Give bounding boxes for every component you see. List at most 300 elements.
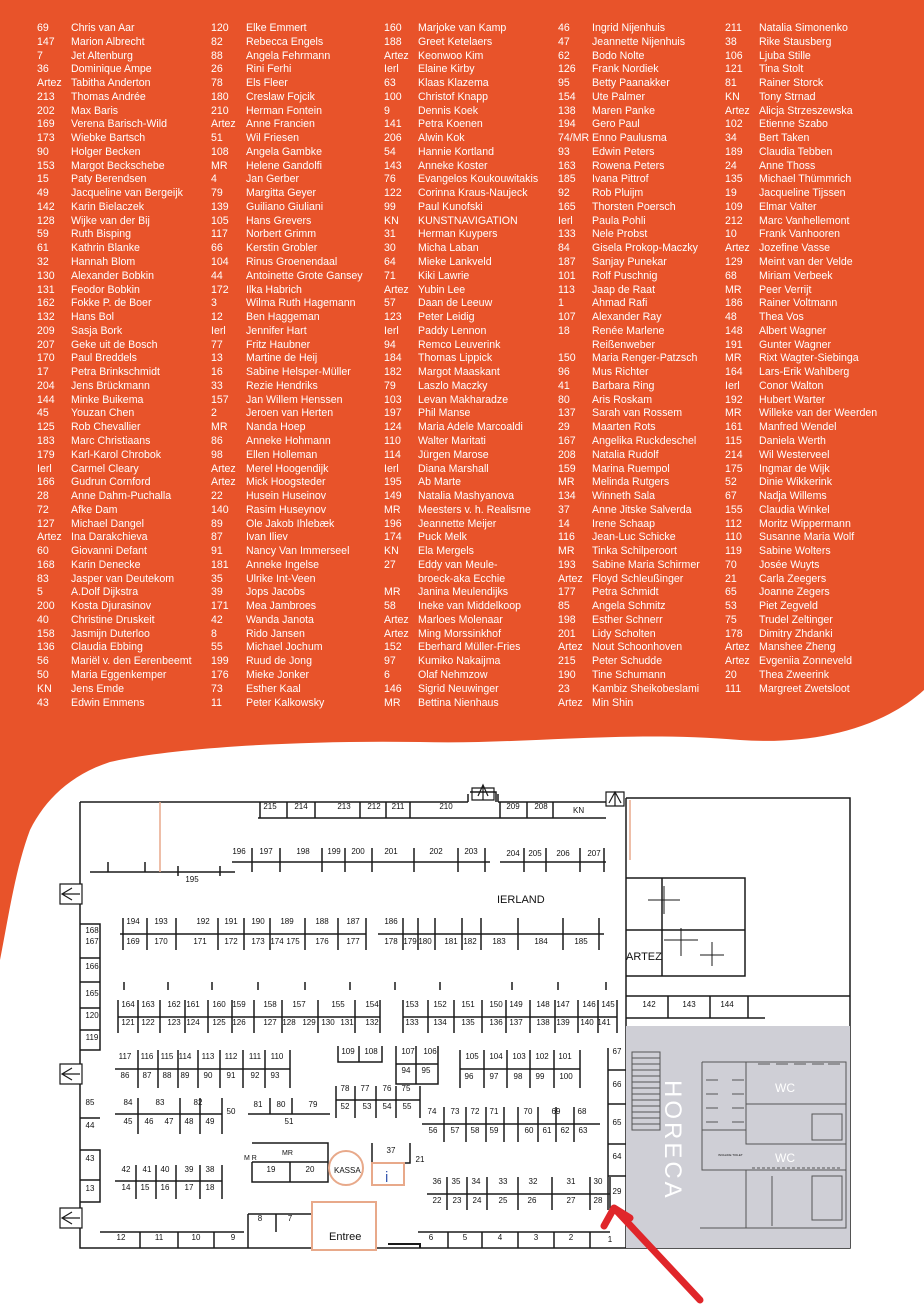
artist-name: Conor Walton: [759, 379, 824, 392]
stand-12: 12: [116, 1233, 126, 1242]
stand-154: 154: [365, 1000, 379, 1009]
stand-187: 187: [346, 917, 360, 926]
stand-number: 69: [37, 22, 49, 34]
stand-number: 129: [725, 256, 743, 269]
artist-name: Ulrike Int-Veen: [246, 572, 316, 585]
stand-190: 190: [251, 917, 265, 926]
artist-name: Paul Kunofski: [418, 200, 483, 213]
stand-number: 181: [211, 558, 229, 571]
artist-name: Petra Koenen: [418, 118, 483, 131]
stand-number: 124: [384, 421, 402, 434]
stand-125: 125: [212, 1018, 226, 1027]
artist-name: Rainer Storck: [759, 77, 824, 90]
stand-173: 173: [251, 937, 265, 946]
stand-number: MR: [725, 352, 742, 365]
stand-77: 77: [360, 1084, 370, 1093]
artist-name: Min Shin: [592, 696, 634, 709]
artist-name: Remco Leuverink: [418, 338, 501, 351]
stand-38: 38: [205, 1165, 215, 1174]
stand-204: 204: [506, 849, 520, 858]
stand-number: 89: [211, 517, 223, 530]
stand-175: 175: [286, 937, 300, 946]
stand-number: 139: [211, 200, 229, 213]
artist-name: Tabitha Anderton: [71, 77, 151, 90]
stand-number: 22: [211, 490, 223, 503]
stand-110: 110: [270, 1052, 284, 1061]
stand-198: 198: [296, 847, 310, 856]
artist-name: Sabine Wolters: [759, 545, 831, 558]
stand-number: 71: [384, 269, 396, 282]
stand-number: 170: [37, 352, 55, 365]
artist-name: Guiliano Giuliani: [246, 200, 324, 213]
stand-165: 165: [85, 989, 99, 998]
stand-number: 1: [558, 297, 564, 310]
stand-number: Artez: [725, 104, 750, 117]
stand-171: 171: [193, 937, 207, 946]
stand-number: 36: [37, 63, 49, 76]
stand-71: 71: [489, 1107, 499, 1116]
stand-206: 206: [556, 849, 570, 858]
artist-name: Gudrun Cornford: [71, 476, 151, 489]
stand-number: 153: [37, 159, 55, 172]
stand-181: 181: [444, 937, 458, 946]
stand-37: 37: [386, 1146, 396, 1155]
stand-120: 120: [85, 1011, 99, 1020]
stand-162: 162: [167, 1000, 181, 1009]
stand-52: 52: [340, 1102, 350, 1111]
artist-name: Petra Brinkschmidt: [71, 366, 160, 379]
artez-label: ARTEZ: [626, 951, 662, 963]
stand-number: 56: [37, 655, 49, 668]
stand-number: 141: [384, 118, 402, 131]
stand-number: 155: [725, 503, 743, 516]
stand-number: 197: [384, 407, 402, 420]
artist-name: Michael Thümmrich: [759, 173, 852, 186]
artist-name: Tinka Schilperoort: [592, 545, 677, 558]
artist-name: Jacqueline van Bergeijk: [71, 187, 183, 200]
stand-number: 184: [384, 352, 402, 365]
stand-number: 20: [725, 668, 737, 681]
stand-number: KN: [384, 545, 399, 558]
artist-name: Bettina Nienhaus: [418, 696, 499, 709]
artist-name: Klaas Klazema: [418, 77, 489, 90]
stand-114: 114: [178, 1052, 192, 1061]
artist-name: Wilma Ruth Hagemann: [246, 297, 356, 310]
artist-name: Carla Zeegers: [759, 572, 827, 585]
artist-name: Fokke P. de Boer: [71, 297, 152, 310]
stand-number: 35: [211, 572, 223, 585]
stand-number: MR: [558, 545, 575, 558]
artist-name: Kambiz Sheikobeslami: [592, 682, 700, 695]
stand-53: 53: [362, 1102, 372, 1111]
artist-name: Tina Stolt: [759, 63, 804, 76]
stand-number: 125: [37, 421, 55, 434]
artist-name: Edwin Emmens: [71, 696, 145, 709]
stand-number: Artez: [384, 283, 409, 296]
artist-name: Rob Chevallier: [71, 421, 141, 434]
stand-63: 63: [578, 1126, 588, 1135]
artist-name: Wil Friesen: [246, 132, 299, 145]
artist-name: Kosta Djurasinov: [71, 600, 152, 613]
artist-name: Aris Roskam: [592, 393, 653, 406]
stand-number: MR: [725, 283, 742, 296]
stand-number: 180: [211, 90, 229, 103]
stand-number: 42: [211, 613, 223, 626]
stand-number: 30: [384, 242, 396, 255]
artist-name: Ivan Iliev: [246, 531, 288, 544]
stand-66: 66: [612, 1080, 622, 1089]
stand-57: 57: [450, 1126, 460, 1135]
artist-name: Ming Morssinkhof: [418, 627, 502, 640]
artist-name: Nancy Van Immerseel: [246, 545, 350, 558]
artist-name: Kumiko Nakaijma: [418, 655, 501, 668]
stand-80: 80: [276, 1100, 286, 1109]
stand-number: 110: [384, 434, 401, 447]
stand-141: 141: [597, 1018, 611, 1027]
artist-name: Karin Denecke: [71, 558, 141, 571]
stand-number: 80: [558, 393, 570, 406]
artist-name: Sanjay Punekar: [592, 256, 667, 269]
stand-number: 209: [37, 324, 55, 337]
stand-197: 197: [259, 847, 273, 856]
stand-61: 61: [542, 1126, 552, 1135]
stand-135: 135: [461, 1018, 475, 1027]
artist-name: Manfred Wendel: [759, 421, 837, 434]
stand-number: 79: [384, 379, 396, 392]
stand-number: 167: [558, 434, 576, 447]
stand-number: 106: [725, 49, 743, 62]
stand-215: 215: [263, 802, 277, 811]
stand-85: 85: [85, 1098, 95, 1107]
stand-148: 148: [536, 1000, 550, 1009]
stand-number: 48: [725, 311, 737, 324]
stand-4: 4: [497, 1233, 503, 1242]
artist-name: Claudia Winkel: [759, 503, 830, 516]
stand-number: 158: [37, 627, 55, 640]
stand-number: 21: [725, 572, 737, 585]
horeca-label: HORECA: [659, 1080, 686, 1201]
stand-51: 51: [284, 1117, 294, 1126]
artist-name: Manshee Zheng: [759, 641, 836, 654]
artist-name: Thea Zweerink: [759, 668, 830, 681]
artist-name: Jan Willem Henssen: [246, 393, 343, 406]
stand-195: 195: [185, 875, 199, 884]
stand-number: 83: [37, 572, 49, 585]
artist-name: Etienne Szabo: [759, 118, 828, 131]
artist-name: Holger Becken: [71, 145, 141, 158]
artist-name: Peter Kalkowsky: [246, 696, 325, 709]
stand-82: 82: [193, 1098, 203, 1107]
stand-number: 43: [37, 696, 49, 709]
stand-number: 192: [725, 393, 743, 406]
stand-143: 143: [682, 1000, 696, 1009]
artist-name: Ina Darakchieva: [71, 531, 148, 544]
stand-number: 6: [384, 668, 390, 681]
artist-name: Irene Schaap: [592, 517, 656, 530]
stand-214: 214: [294, 802, 308, 811]
artist-name: Rinus Groenendaal: [246, 256, 338, 269]
artist-name: Tony Strnad: [759, 90, 816, 103]
stand-158: 158: [263, 1000, 277, 1009]
artist-name: Hans Bol: [71, 311, 114, 324]
stand-60: 60: [524, 1126, 534, 1135]
stand-number: 162: [37, 297, 55, 310]
artist-name: Susanne Maria Wolf: [759, 531, 855, 544]
stand-number: 60: [37, 545, 49, 558]
stand-number: 103: [384, 393, 402, 406]
stand-116: 116: [140, 1052, 154, 1061]
stand-number: 210: [211, 104, 229, 117]
artist-name: Afke Dam: [71, 503, 118, 516]
stand-194: 194: [126, 917, 140, 926]
artist-name: Christof Knapp: [418, 90, 489, 103]
stand-number: 176: [211, 668, 229, 681]
stand-number: 212: [725, 214, 743, 227]
artist-name: Melinda Rutgers: [592, 476, 670, 489]
stand-59: 59: [489, 1126, 499, 1135]
stand-10: 10: [191, 1233, 201, 1242]
artist-name: Rasim Huseynov: [246, 503, 327, 516]
artist-name: Elmar Valter: [759, 200, 817, 213]
artist-name: Angela Schmitz: [592, 600, 666, 613]
stand-number: KN: [384, 214, 399, 227]
stand-number: 211: [725, 22, 742, 34]
stand-64: 64: [612, 1152, 622, 1161]
stand-55: 55: [402, 1102, 412, 1111]
stand-number: 45: [37, 407, 49, 420]
artist-name: Jeannette Nijenhuis: [592, 35, 686, 48]
stand-91: 91: [226, 1071, 236, 1080]
stand-109: 109: [341, 1047, 355, 1056]
stand-number: Artez: [725, 655, 750, 668]
stand-163: 163: [141, 1000, 155, 1009]
artist-name: Frank Nordiek: [592, 63, 659, 76]
stand-number: MR: [211, 159, 228, 172]
artist-name: Ela Mergels: [418, 545, 474, 558]
stand-number: 28: [37, 490, 49, 503]
stand-number: 78: [211, 77, 223, 90]
stand-166: 166: [85, 962, 99, 971]
artist-name: Nadja Willems: [759, 490, 827, 503]
artist-name: Bodo Nolte: [592, 49, 645, 62]
stand-149: 149: [509, 1000, 523, 1009]
stand-130: 130: [321, 1018, 335, 1027]
artist-name: Helene Gandolfi: [246, 159, 322, 172]
kn-label: KN: [573, 806, 585, 815]
artist-name: Natalia Mashyanova: [418, 490, 514, 503]
artist-name: Natalia Simonenko: [759, 22, 848, 34]
stand-119: 119: [85, 1033, 99, 1042]
artist-name: Michael Dangel: [71, 517, 145, 530]
artist-name: Maarten Rots: [592, 421, 656, 434]
artist-name: Frank Vanhooren: [759, 228, 841, 241]
stand-number: 39: [211, 586, 223, 599]
artist-name: Joanne Zegers: [759, 586, 830, 599]
stand-15: 15: [140, 1183, 150, 1192]
stand-111: 111: [248, 1052, 262, 1061]
stand-number: Artez: [558, 572, 583, 585]
artist-name: Enno Paulusma: [592, 132, 667, 145]
stand-number: 37: [558, 503, 570, 516]
stand-75: 75: [401, 1084, 411, 1093]
stand-193: 193: [154, 917, 168, 926]
stand-168: 168: [85, 926, 99, 935]
stand-number: 215: [558, 655, 576, 668]
stand-88: 88: [162, 1071, 172, 1080]
stand-169: 169: [126, 937, 140, 946]
artist-name: Nout Schoonhoven: [592, 641, 683, 654]
stand-202: 202: [429, 847, 443, 856]
stand-number: Ierl: [384, 324, 399, 337]
stand-number: 178: [725, 627, 743, 640]
stand-number: 79: [211, 187, 223, 200]
stand-number: 91: [211, 545, 223, 558]
artist-name: Dimitry Zhdanki: [759, 627, 833, 640]
stand-number: MR: [211, 421, 228, 434]
stand-33: 33: [498, 1177, 508, 1186]
artist-name: Giovanni Defant: [71, 545, 147, 558]
artist-name: Anne Francien: [246, 118, 315, 131]
stand-number: 96: [558, 366, 570, 379]
stand-number: 34: [725, 132, 737, 145]
stand-number: 102: [725, 118, 743, 131]
toilet-sign: INVALIDE TOILET: [718, 1153, 743, 1157]
stand-5: 5: [462, 1233, 468, 1242]
stand-number: 67: [725, 490, 737, 503]
artist-name: Jean-Luc Schicke: [592, 531, 676, 544]
artist-name: Eberhard Müller-Fries: [418, 641, 521, 654]
stand-144: 144: [720, 1000, 734, 1009]
artist-name: Jops Jacobs: [246, 586, 305, 599]
artist-name: Marc Christiaans: [71, 434, 151, 447]
stand-number: Artez: [37, 77, 62, 90]
stand-number: 3: [211, 297, 217, 310]
stand-number: 97: [384, 655, 396, 668]
artist-name: Mariël v. den Eerenbeemt: [71, 655, 192, 668]
stand-152: 152: [433, 1000, 447, 1009]
artist-name: Evgeniia Zonneveld: [759, 655, 853, 668]
artist-name: Tine Schumann: [592, 668, 666, 681]
artist-name: Ljuba Stille: [759, 49, 811, 62]
artist-name: KUNSTNAVIGATION: [418, 214, 518, 227]
artist-name: Jet Altenburg: [71, 49, 133, 62]
stand-number: 61: [37, 242, 49, 255]
stand-number: Ierl: [37, 462, 52, 475]
stand-140: 140: [580, 1018, 594, 1027]
stand-number: 63: [384, 77, 396, 90]
stand-176: 176: [315, 937, 329, 946]
stand-102: 102: [535, 1052, 549, 1061]
stand-number: MR: [558, 476, 575, 489]
stand-number: 112: [725, 517, 742, 530]
artist-name: Walter Maritati: [418, 434, 486, 447]
artist-name: Mea Jambroes: [246, 600, 317, 613]
stand-number: 52: [725, 476, 737, 489]
stand-number: 13: [211, 352, 223, 365]
stand-133: 133: [405, 1018, 419, 1027]
stand-146: 146: [582, 1000, 596, 1009]
artist-name: Maria Renger-Patzsch: [592, 352, 698, 365]
stand-23: 23: [452, 1196, 462, 1205]
stand-186: 186: [384, 917, 398, 926]
stand-46: 46: [144, 1117, 154, 1126]
artist-name: Peter Schudde: [592, 655, 663, 668]
stand-number: 165: [558, 200, 576, 213]
stand-145: 145: [601, 1000, 615, 1009]
artist-name: Wanda Janota: [246, 613, 314, 626]
stand-201: 201: [384, 847, 398, 856]
artist-name: Els Fleer: [246, 77, 288, 90]
artist-name: Rezie Hendriks: [246, 379, 318, 392]
artist-name: Jeroen van Herten: [246, 407, 334, 420]
stand-number: Artez: [211, 462, 236, 475]
stand-189: 189: [280, 917, 294, 926]
stand-number: 113: [558, 283, 575, 296]
stand-62: 62: [560, 1126, 570, 1135]
stand-number: 66: [211, 242, 223, 255]
stand-44: 44: [85, 1121, 95, 1130]
stand-50: 50: [226, 1107, 236, 1116]
stand-number: Artez: [384, 627, 409, 640]
stand-number: Artez: [37, 531, 62, 544]
stand-3: 3: [533, 1233, 539, 1242]
stand-number: 72: [37, 503, 49, 516]
stand-16: 16: [160, 1183, 170, 1192]
stand-number: 133: [558, 228, 576, 241]
stand-36: 36: [432, 1177, 442, 1186]
artist-name: Rike Stausberg: [759, 35, 832, 48]
artist-name: Jennifer Hart: [246, 324, 307, 337]
stand-105: 105: [465, 1052, 479, 1061]
artist-name: Anne Thoss: [759, 159, 816, 172]
stand-79: 79: [308, 1100, 318, 1109]
stand-93: 93: [270, 1071, 280, 1080]
stand-number: 116: [558, 531, 575, 544]
stand-number: 40: [37, 613, 49, 626]
stand-9: 9: [230, 1233, 236, 1242]
artist-name: Anneke Koster: [418, 159, 488, 172]
stand-180: 180: [418, 937, 432, 946]
stand-number: 172: [211, 283, 229, 296]
artist-name: Marjoke van Kamp: [418, 22, 507, 34]
stand-92: 92: [250, 1071, 260, 1080]
stand-number: 208: [558, 448, 576, 461]
stand-200: 200: [351, 847, 365, 856]
stand-number: 95: [558, 77, 570, 90]
artist-name: Ingrid Nijenhuis: [592, 22, 666, 34]
artist-name: Rowena Peters: [592, 159, 665, 172]
artist-name: Edwin Peters: [592, 145, 655, 158]
stand-123: 123: [167, 1018, 181, 1027]
artist-name: Hannah Blom: [71, 256, 136, 269]
stand-8: 8: [257, 1214, 263, 1223]
stand-211: 211: [391, 802, 405, 811]
stand-number: 16: [211, 366, 223, 379]
stand-106: 106: [423, 1047, 437, 1056]
artist-name: Marion Albrecht: [71, 35, 145, 48]
artist-name: Peer Verrijt: [759, 283, 812, 296]
stand-210: 210: [439, 802, 453, 811]
stand-number: 143: [384, 159, 402, 172]
artist-name: Feodor Bobkin: [71, 283, 140, 296]
stand-number: Ierl: [211, 324, 226, 337]
artist-name: Jasmijn Duterloo: [71, 627, 150, 640]
artist-name: Mieke Jonker: [246, 668, 309, 681]
artist-name: Herman Kuypers: [418, 228, 498, 241]
stand-153: 153: [405, 1000, 419, 1009]
stand-18: 18: [205, 1183, 215, 1192]
artist-name: Mieke Lankveld: [418, 256, 492, 269]
